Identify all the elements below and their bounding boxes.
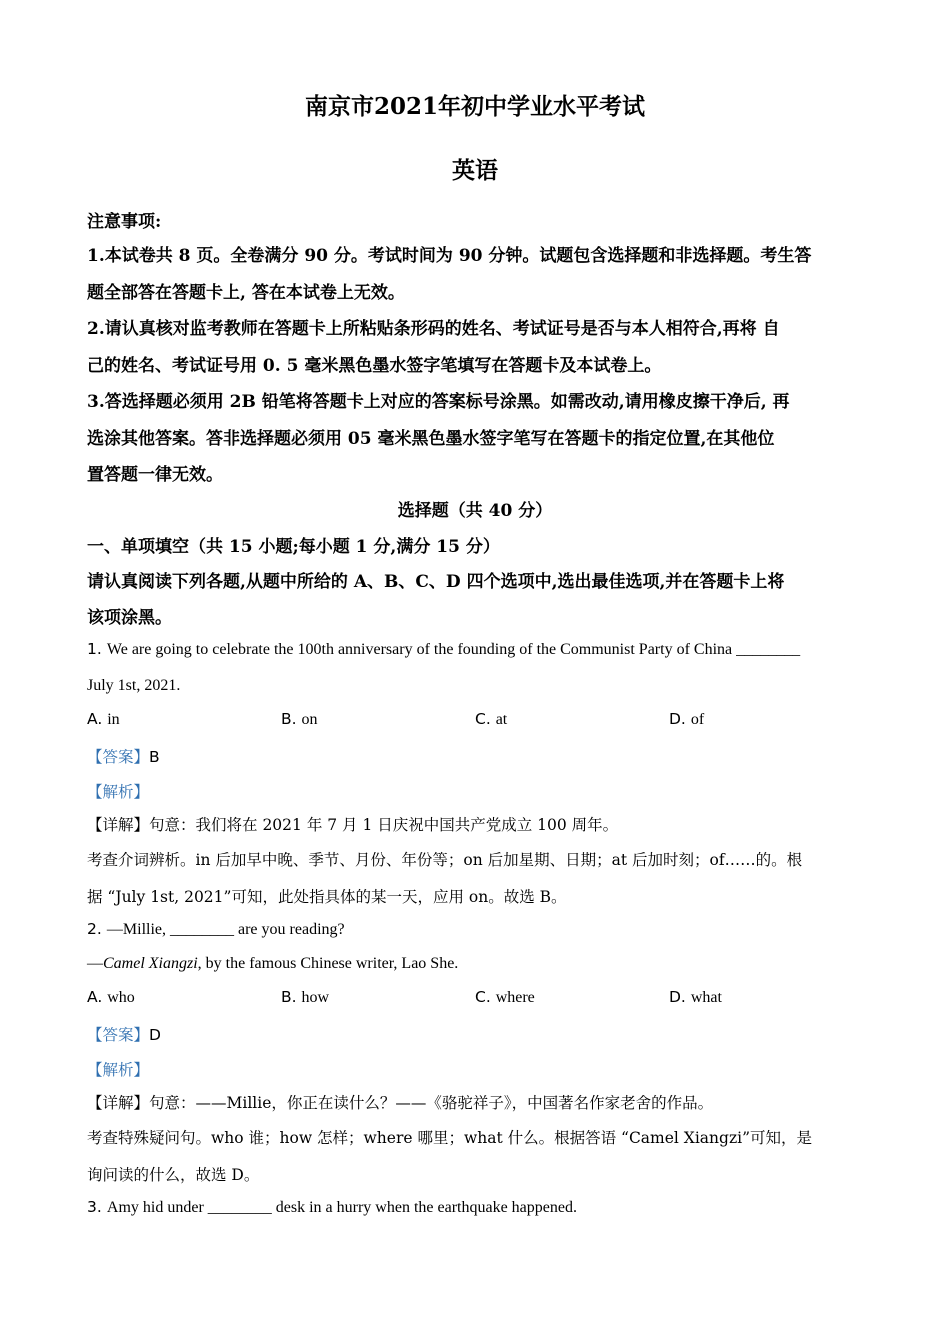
instruction-line: 请认真阅读下列各题,从题中所给的 A、B、C、D 四个选项中,选出最佳选项,并在答题卡上将: [87, 572, 785, 592]
explanation-line: 考查介词辨析。in 后加早中晚、季节、月份、年份等；on 后加星期、日期；at 后加时刻；of……的。根: [87, 851, 803, 869]
question-text: —Millie, ________ are you reading?: [106, 921, 345, 938]
notice-line: 2.请认真核对监考教师在答题卡上所粘贴条形码的姓名、考试证号是否与本人相符合,再将 自: [87, 319, 780, 339]
option-c: C. at: [475, 710, 508, 728]
part-title: 一、单项填空（共 15 小题;每小题 1 分,满分 15 分）: [87, 537, 500, 557]
notice-line: 选涂其他答案。答非选择题必须用 05 毫米黑色墨水签字笔写在答题卡的指定位置,在其他位: [87, 429, 775, 449]
explanation-line: 询问读的什么，故选 D。: [87, 1166, 260, 1184]
answer-row: [87, 745, 160, 767]
question-text-cont: July 1st, 2021.: [87, 677, 181, 694]
answer-label: 【答案】: [87, 748, 150, 766]
notice-line: 题全部答在答题卡上, 答在本试卷上无效。: [87, 283, 405, 303]
detail-row: [87, 813, 618, 835]
option-d: D. what: [669, 988, 722, 1006]
detail-label: 【详解】: [87, 1094, 150, 1112]
question-text: We are going to celebrate the 100th anniversary of the founding of the Communist Party of China ________: [106, 641, 801, 658]
detail-label: 【详解】: [87, 816, 150, 834]
book-title: Camel Xiangzi: [103, 955, 198, 972]
question-number: 1.: [87, 640, 102, 658]
answer-row: [87, 1023, 161, 1045]
notice-heading: 注意事项:: [87, 212, 162, 232]
section-title: 选择题（共 40 分）: [397, 501, 553, 521]
option-a: A. in: [87, 710, 120, 728]
instruction-line: 该项涂黑。: [87, 608, 172, 628]
question-1: [87, 639, 800, 659]
notice-line: 3.答选择题必须用 2B 铅笔将答题卡上对应的答案标号涂黑。如需改动,请用橡皮擦干净后, 再: [87, 392, 790, 412]
question-2: [87, 919, 345, 939]
option-b: B. on: [281, 710, 318, 728]
question-number: 2.: [87, 920, 102, 938]
notice-line: 置答题一律无效。: [87, 465, 223, 485]
analysis-label: 【解析】: [87, 783, 150, 801]
notice-line: 己的姓名、考试证号用 0. 5 毫米黑色墨水签字笔填写在答题卡及本试卷上。: [87, 356, 662, 376]
answer-value: D: [149, 1026, 161, 1044]
answer-value: B: [149, 748, 160, 766]
explanation-line: 据 “July 1st, 2021”可知，此处指具体的某一天，应用 on。故选 B。: [87, 888, 567, 906]
option-b: B. how: [281, 988, 330, 1006]
answer-label: 【答案】: [87, 1026, 150, 1044]
detail-row: [87, 1091, 713, 1113]
option-a: A. who: [87, 988, 135, 1006]
analysis-label: 【解析】: [87, 1061, 150, 1079]
detail-text: 句意：——Millie，你正在读什么？——《骆驼祥子》，中国著名作家老舍的作品。: [149, 1094, 714, 1112]
detail-text: 句意：我们将在 2021 年 7 月 1 日庆祝中国共产党成立 100 周年。: [149, 816, 619, 834]
question-reply: —Camel Xiangzi, by the famous Chinese writer, Lao She.: [87, 955, 459, 972]
question-text: Amy hid under ________ desk in a hurry when the earthquake happened.: [106, 1199, 577, 1216]
subject-title: 英语: [452, 157, 498, 184]
option-c: C. where: [475, 988, 535, 1006]
question-number: 3.: [87, 1198, 102, 1216]
option-d: D. of: [669, 710, 705, 728]
notice-line: 1.本试卷共 8 页。全卷满分 90 分。考试时间为 90 分钟。试题包含选择题和非选择题。考生答: [87, 246, 812, 266]
exam-title: 南京市2021年初中学业水平考试: [304, 93, 645, 120]
question-3: [87, 1197, 577, 1217]
explanation-line: 考查特殊疑问句。who 谁；how 怎样；where 哪里；what 什么。根据答语 “Camel Xiangzi”可知，是: [87, 1129, 812, 1147]
